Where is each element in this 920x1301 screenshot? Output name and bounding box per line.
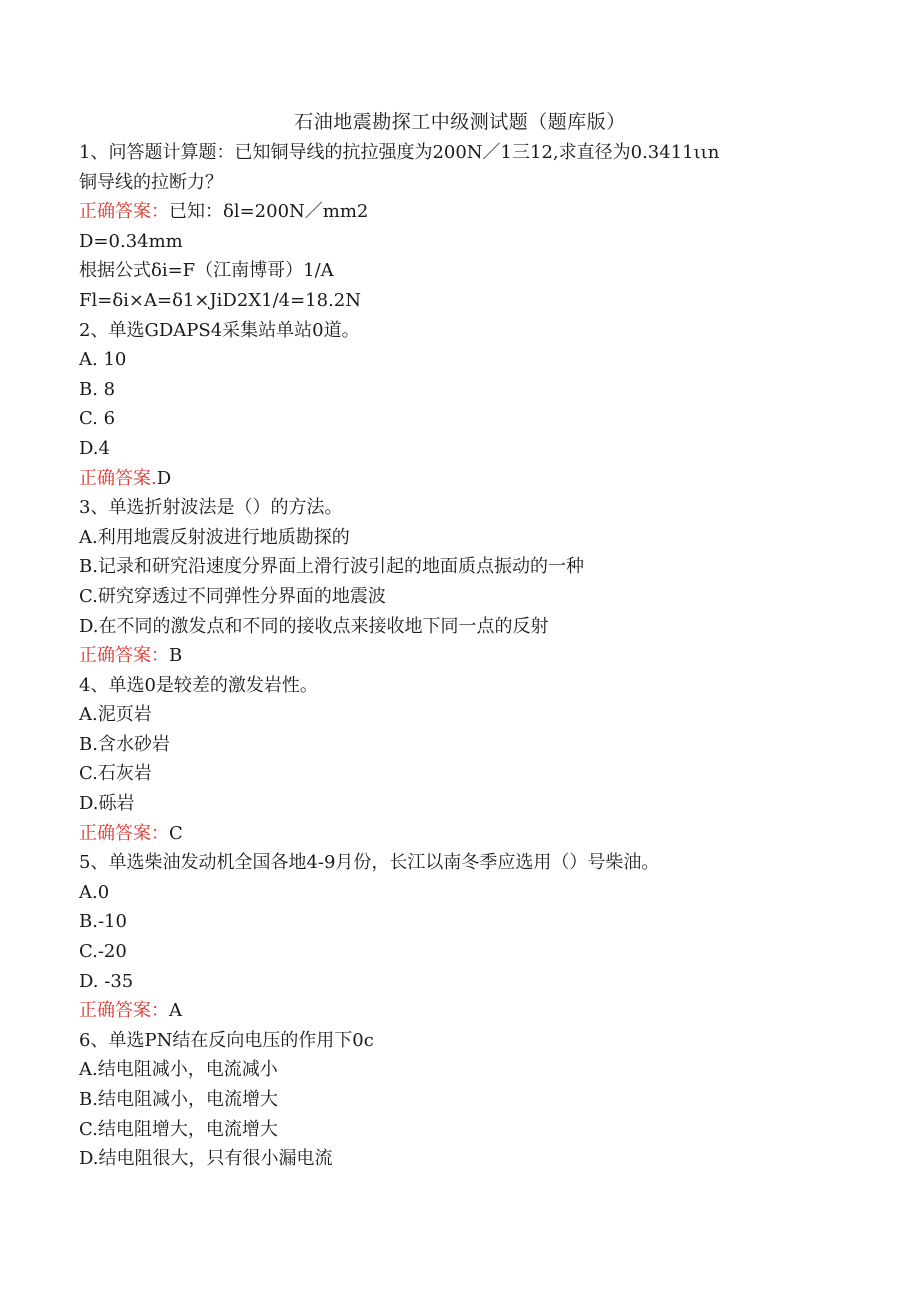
text-line: C.-20	[79, 941, 127, 963]
answer-line	[79, 641, 859, 671]
text-line: C.结电阻增大，电流增大	[79, 1118, 278, 1140]
text-line: A.0	[79, 881, 110, 903]
text-line: D.4	[79, 437, 110, 459]
text-line: B. 8	[79, 378, 116, 400]
document-title: 石油地震勘探工中级测试题（题库版）	[294, 111, 626, 133]
text-line: C.研究穿透过不同弹性分界面的地震波	[79, 585, 386, 607]
text-line: 4、单选0是较差的激发岩性。	[79, 674, 318, 696]
answer-line	[79, 197, 859, 227]
text-line: A.利用地震反射波进行地质勘探的	[79, 526, 350, 548]
answer-line	[79, 819, 859, 849]
text-line: D.砾岩	[79, 793, 135, 815]
text-line: A.泥页岩	[79, 704, 152, 726]
text-line: B.含水砂岩	[79, 733, 170, 755]
answer-value: B	[169, 645, 183, 667]
text-line: 1、问答题计算题：已知铜导线的抗拉强度为200N／1三12,求直径为0.3411ιιn	[79, 142, 720, 163]
text-line: A. 10	[79, 349, 127, 371]
text-line: B.结电阻减小，电流增大	[79, 1089, 278, 1110]
answer-line	[79, 464, 859, 494]
text-line: Fl=δi×A=δ1×JiD2X1/4=18.2N	[79, 289, 362, 311]
answer-label: 正确答案.	[79, 467, 157, 489]
answer-label: 正确答案：	[79, 1000, 169, 1022]
answer-label: 正确答案：	[79, 822, 169, 844]
text-line: D=0.34mm	[79, 230, 183, 252]
answer-value: A	[169, 1000, 182, 1022]
text-line: 铜导线的拉断力？	[79, 171, 223, 193]
text-line: C.石灰岩	[79, 763, 152, 785]
text-line: 6、单选PN结在反向电压的作用下0c	[79, 1029, 374, 1051]
answer-line	[79, 996, 859, 1026]
answer-label: 正确答案：	[79, 645, 169, 667]
answer-value: 已知：δl=200N／mm2	[169, 201, 369, 223]
answer-label: 正确答案：	[79, 201, 169, 223]
text-line: B.-10	[79, 911, 127, 933]
answer-value: D	[156, 467, 172, 489]
text-line: 5、单选柴油发动机全国各地4-9月份，长江以南冬季应选用（）号柴油。	[79, 852, 660, 874]
text-line: A.结电阻减小，电流减小	[79, 1059, 278, 1081]
text-line: B.记录和研究沿速度分界面上滑行波引起的地面质点振动的一种	[79, 556, 584, 578]
text-line: D.在不同的激发点和不同的接收点来接收地下同一点的反射	[79, 615, 549, 637]
text-line: D.结电阻很大，只有很小漏电流	[79, 1148, 333, 1170]
document-body	[79, 138, 859, 1174]
text-line: 2、单选GDAPS4采集站单站0道。	[79, 319, 360, 341]
text-line: D. -35	[79, 970, 134, 992]
answer-value: C	[169, 822, 183, 844]
text-line: 3、单选折射波法是（）的方法。	[79, 497, 343, 519]
text-line: 根据公式δi=F（江南博哥）1/A	[79, 260, 334, 282]
text-line: C. 6	[79, 408, 116, 430]
